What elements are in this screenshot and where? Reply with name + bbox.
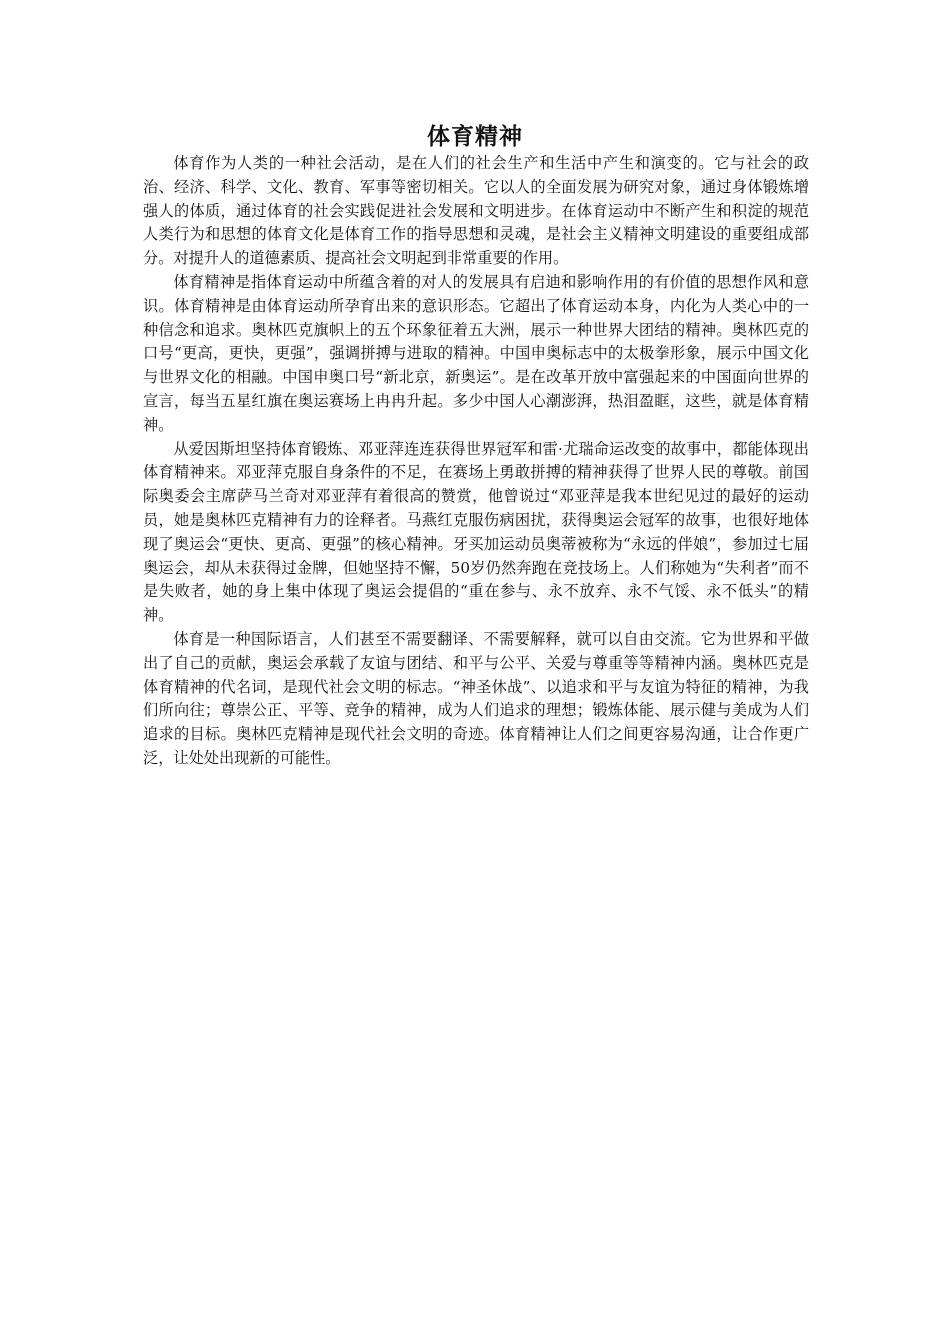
document-body bbox=[143, 152, 809, 771]
paragraph-4: 体育是一种国际语言，人们甚至不需要翻译、不需要解释，就可以自由交流。它为世界和平做出了自己的贡献，奥运会承载了友谊与团结、和平与公平、关爱与尊重等等精神内涵。奥林匹克是体育精神的代名词，是现代社会文明的标志。“神圣休战”、以追求和平与友谊为特征的精神，为我们所向往；尊崇公正、平等、竞争的精神，成为人们追求的理想；锻炼体能、展示健与美成为人们追求的目标。奥林匹克精神是现代社会文明的奇迹。体育精神让人们之间更容易沟通，让合作更广泛，让处处出现新的可能性。 bbox=[143, 629, 809, 767]
paragraph-1: 体育作为人类的一种社会活动，是在人们的社会生产和生活中产生和演变的。它与社会的政治、经济、科学、文化、教育、军事等密切相关。它以人的全面发展为研究对象，通过身体锻炼增强人的体质，通过体育的社会实践促进社会发展和文明进步。在体育运动中不断产生和积淀的规范人类行为和思想的体育文化是体育工作的指导思想和灵魂，是社会主义精神文明建设的重要组成部分。对提升人的道德素质、提高社会文明起到非常重要的作用。 bbox=[143, 154, 809, 268]
paragraph-3: 从爱因斯坦坚持体育锻炼、邓亚萍连连获得世界冠军和雷·尤瑞命运改变的故事中，都能体现出体育精神来。邓亚萍克服自身条件的不足，在赛场上勇敢拼搏的精神获得了世界人民的尊敬。前国际奥委会主席萨马兰奇对邓亚萍有着很高的赞赏，他曾说过“邓亚萍是我本世纪见过的最好的运动员，她是奥林匹克精神有力的诠释者。马燕红克服伤病困扰，获得奥运会冠军的故事，也很好地体现了奥运会“更快、更高、更强”的核心精神。牙买加运动员奥蒂被称为“永远的伴娘”，参加过七届奥运会，却从未获得过金牌，但她坚持不懈，50岁仍然奔跑在竞技场上。人们称她为“失利者”而不是失败者，她的身上集中体现了奥运会提倡的“重在参与、永不放弃、永不气馁、永不低头”的精神。 bbox=[143, 439, 809, 625]
document-title: 体育精神 bbox=[427, 124, 523, 150]
paragraph-2: 体育精神是指体育运动中所蕴含着的对人的发展具有启迪和影响作用的有价值的思想作风和意识。体育精神是由体育运动所孕育出来的意识形态。它超出了体育运动本身，内化为人类心中的一种信念和追求。奥林匹克旗帜上的五个环象征着五大洲，展示一种世界大团结的精神。奥林匹克的口号“更高，更快，更强”，强调拼搏与进取的精神。中国申奥标志中的太极拳形象，展示中国文化与世界文化的相融。中国申奥口号“新北京，新奥运”。是在改革开放中富强起来的中国面向世界的宣言，每当五星红旗在奥运赛场上冉冉升起。多少中国人心潮澎湃，热泪盈眶，这些，就是体育精神。 bbox=[143, 272, 809, 434]
